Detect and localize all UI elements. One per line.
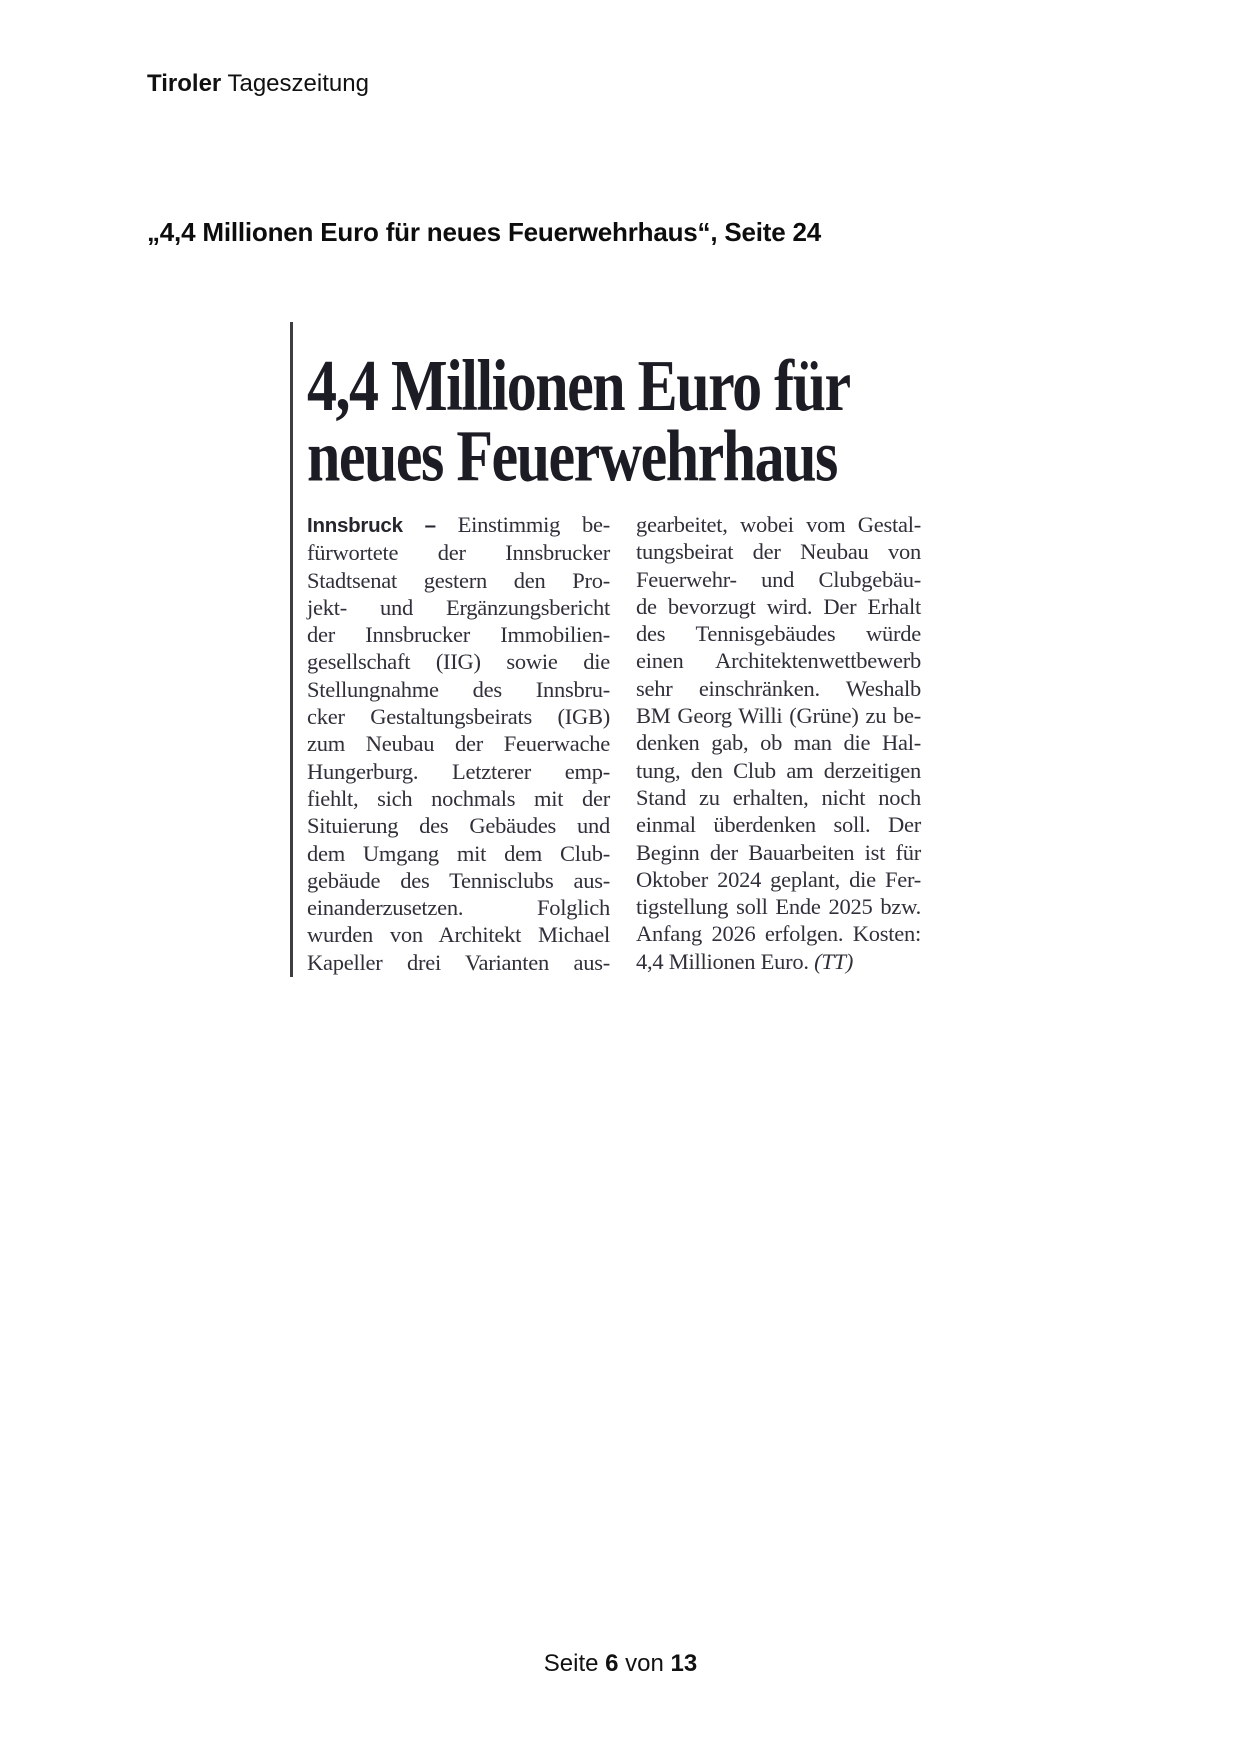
- article-text-line: tung, den Club am derzeitigen: [636, 757, 921, 783]
- article-column-2-lines: [636, 511, 921, 948]
- article-text-line: einmal überdenken soll. Der: [636, 812, 921, 838]
- page-footer: [0, 1650, 1241, 1678]
- article-text-line: Stand zu erhalten, nicht noch: [636, 784, 921, 810]
- article-text-line: des Tennisgebäudes würde: [636, 621, 921, 647]
- brand-bold-part: Tiroler: [147, 70, 222, 97]
- article-column-1: [307, 511, 610, 976]
- article-text-line: Stadtsenat gestern den Pro-: [307, 567, 610, 593]
- article-clipping: [290, 322, 921, 982]
- article-text-line: denken gab, ob man die Hal-: [636, 730, 921, 756]
- article-text-line: tigstellung soll Ende 2025 bzw.: [636, 894, 921, 920]
- article-text-line: Oktober 2024 geplant, die Fer-: [636, 866, 921, 892]
- article-text-line: Feuerwehr- und Clubgebäu-: [636, 566, 921, 592]
- footer-label: Seite: [543, 1650, 606, 1677]
- article-text-line: Situierung des Gebäudes und: [307, 813, 610, 839]
- article-column-1-lines: [307, 539, 610, 976]
- article-text-line: Hungerburg. Letzterer emp-: [307, 758, 610, 784]
- article-text-line: fürwortete der Innsbrucker: [307, 540, 610, 566]
- article-text-line: Beginn der Bauarbeiten ist für: [636, 839, 921, 865]
- article-text-line: tungsbeirat der Neubau von: [636, 539, 921, 565]
- document-title: „4,4 Millionen Euro für neues Feuerwehrhaus“, Seite 24: [147, 217, 822, 247]
- article-text-line: Kapeller drei Varianten aus-: [307, 949, 610, 975]
- article-text-line: gesellschaft (IIG) sowie die: [307, 649, 610, 675]
- headline-line-1: 4,4 Millionen Euro für: [307, 345, 850, 426]
- article-text-line: [636, 948, 921, 975]
- footer-total-pages: 13: [670, 1650, 698, 1677]
- article-text-line: sehr einschränken. Weshalb: [636, 675, 921, 701]
- brand-regular-part: Tageszeitung: [221, 70, 369, 97]
- article-text-line: einen Architektenwettbewerb: [636, 648, 921, 674]
- article-text-line: wurden von Architekt Michael: [307, 922, 610, 948]
- article-text-line: dem Umgang mit dem Club-: [307, 840, 610, 866]
- article-text: Einstimmig be-: [457, 512, 610, 537]
- article-body: [307, 511, 921, 976]
- article-dateline: Innsbruck –: [307, 514, 436, 537]
- newspaper-brand: [147, 70, 369, 98]
- article-text-line: Stellungnahme des Innsbru-: [307, 676, 610, 702]
- article-agency-credit: (TT): [814, 948, 854, 974]
- footer-of-label: von: [618, 1650, 671, 1677]
- article-text-line: cker Gestaltungsbeirats (IGB): [307, 704, 610, 730]
- article-text-line: BM Georg Willi (Grüne) zu be-: [636, 703, 921, 729]
- article-text: 4,4 Millionen Euro.: [636, 948, 815, 974]
- article-text-line: fiehlt, sich nochmals mit der: [307, 785, 610, 811]
- article-text-line: [307, 511, 610, 539]
- article-text-line: zum Neubau der Feuerwache: [307, 731, 610, 757]
- article-text-line: gearbeitet, wobei vom Gestal-: [636, 512, 921, 537]
- article-column-2: [636, 511, 921, 976]
- article-text-line: Anfang 2026 erfolgen. Kosten:: [636, 921, 921, 947]
- headline-line-2: neues Feuerwehrhaus: [307, 415, 837, 497]
- article-text-line: der Innsbrucker Immobilien-: [307, 622, 610, 648]
- footer-current-page: 6: [605, 1650, 619, 1677]
- article-text-line: de bevorzugt wird. Der Erhalt: [636, 593, 921, 619]
- article-left-rule: [290, 322, 293, 977]
- article-text-line: jekt- und Ergänzungsbericht: [307, 594, 610, 620]
- article-headline: [307, 345, 850, 497]
- article-text-line: gebäude des Tennisclubs aus-: [307, 867, 610, 893]
- article-text-line: einanderzusetzen. Folglich: [307, 895, 610, 921]
